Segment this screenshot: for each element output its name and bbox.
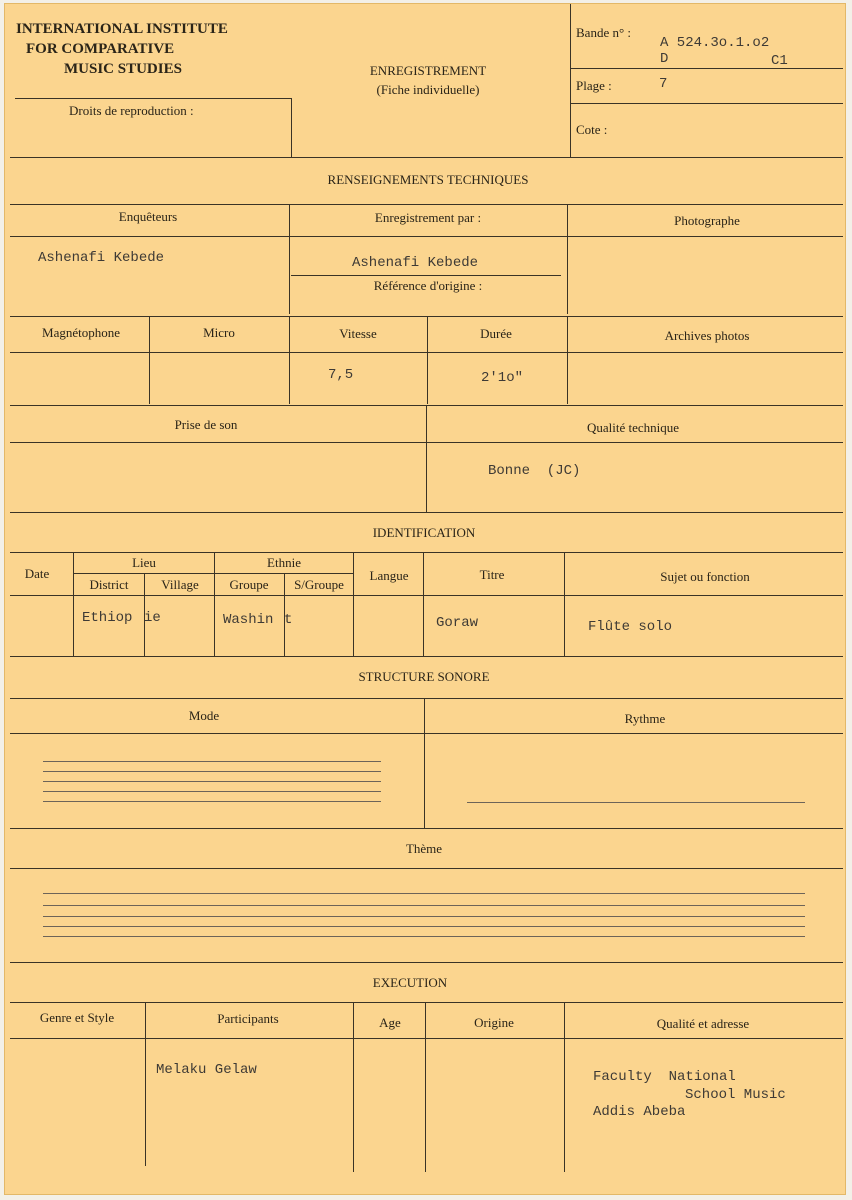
theme-label: Thème	[405, 841, 443, 856]
divider	[289, 316, 290, 404]
sujet-label: Sujet ou fonction	[660, 569, 750, 584]
divider	[10, 595, 843, 596]
divider	[149, 316, 150, 404]
section-heading-identification: IDENTIFICATION	[372, 525, 476, 540]
enqueteurs-value: Ashenafi Kebede	[38, 250, 165, 266]
page-title: ENREGISTREMENT	[369, 63, 487, 78]
plage-label: Plage :	[576, 78, 612, 93]
divider	[10, 698, 843, 699]
titre-label: Titre	[479, 567, 505, 582]
adresse-line-2: School Music	[685, 1087, 786, 1103]
mode-label: Mode	[188, 708, 220, 723]
sgroupe-value: t	[284, 612, 293, 628]
vitesse-value: 7,5	[328, 367, 354, 383]
groupe-label: Groupe	[229, 577, 269, 592]
district-label: District	[89, 577, 129, 592]
sgroupe-label: S/Groupe	[294, 577, 344, 592]
genre-style-label: Genre et Style	[39, 1010, 115, 1025]
writing-line	[43, 936, 805, 937]
magnetophone-label: Magnétophone	[42, 325, 120, 340]
divider	[567, 204, 568, 314]
qualite-technique-value: Bonne (JC)	[488, 463, 581, 479]
bande-value: A 524.3o.1.o2	[660, 35, 770, 51]
divider	[564, 1002, 565, 1172]
divider	[10, 868, 843, 869]
divider	[426, 405, 427, 512]
divider	[10, 828, 843, 829]
header-divider-vertical	[570, 4, 571, 157]
archives-photos-label: Archives photos	[664, 328, 750, 343]
adresse-line-1: Faculty National	[593, 1069, 736, 1085]
ethnie-label: Ethnie	[267, 555, 301, 570]
divider	[425, 1002, 426, 1172]
institute-name	[16, 19, 228, 79]
bande-label: Bande n° :	[576, 25, 632, 40]
divider	[145, 1002, 146, 1166]
divider	[10, 552, 843, 553]
district-value: Ethiop	[82, 610, 133, 626]
writing-line	[467, 802, 805, 803]
divider	[15, 98, 292, 99]
divider	[10, 512, 843, 513]
enregistrement-value: Ashenafi Kebede	[352, 255, 479, 271]
sujet-value: Flûte solo	[588, 619, 673, 635]
divider	[73, 552, 74, 656]
qualite-adresse-label: Qualité et adresse	[656, 1016, 750, 1031]
writing-line	[43, 893, 805, 894]
divider	[353, 1002, 354, 1172]
participants-value: Melaku Gelaw	[156, 1062, 257, 1078]
bande-value-d: D	[660, 51, 669, 67]
writing-line	[43, 926, 805, 927]
institute-line: FOR COMPARATIVE	[26, 41, 175, 57]
divider	[10, 236, 843, 237]
village-value: ie	[144, 610, 161, 626]
enqueteurs-label: Enquêteurs	[118, 209, 178, 224]
writing-line	[43, 781, 381, 782]
village-label: Village	[161, 577, 199, 592]
origine-label: Origine	[474, 1015, 514, 1030]
bande-value-c1: C1	[771, 53, 788, 69]
divider	[567, 316, 568, 404]
titre-value: Goraw	[436, 615, 479, 631]
institute-line: INTERNATIONAL INSTITUTE	[16, 21, 228, 37]
divider	[10, 204, 843, 205]
plage-value: 7	[659, 76, 668, 92]
groupe-value: Washin	[223, 612, 274, 628]
divider	[291, 98, 292, 157]
adresse-line-3: Addis Abeba	[593, 1104, 686, 1120]
divider	[423, 552, 424, 656]
photographe-label: Photographe	[674, 213, 740, 228]
divider	[10, 962, 843, 963]
writing-line	[43, 771, 381, 772]
divider	[10, 1002, 843, 1003]
cote-label: Cote :	[576, 122, 608, 137]
participants-label: Participants	[217, 1011, 279, 1026]
langue-label: Langue	[369, 568, 409, 583]
copyright-label: Droits de reproduction :	[69, 103, 194, 118]
divider	[73, 573, 353, 574]
duree-value: 2'1o"	[481, 370, 524, 386]
section-heading-structure: STRUCTURE SONORE	[358, 669, 490, 684]
writing-line	[43, 791, 381, 792]
divider	[289, 204, 290, 314]
divider	[10, 352, 843, 353]
vitesse-label: Vitesse	[339, 326, 377, 341]
divider	[570, 103, 843, 104]
writing-line	[43, 905, 805, 906]
page-subtitle: (Fiche individuelle)	[376, 82, 480, 97]
divider	[10, 656, 843, 657]
divider	[291, 275, 561, 276]
divider	[10, 157, 843, 158]
enregistrement-label: Enregistrement par :	[374, 210, 482, 225]
duree-label: Durée	[480, 326, 512, 341]
qualite-technique-label: Qualité technique	[586, 420, 680, 435]
divider	[10, 1038, 843, 1039]
divider	[10, 733, 843, 734]
divider	[424, 698, 425, 828]
divider	[427, 316, 428, 404]
rythme-label: Rythme	[624, 711, 666, 726]
reference-label: Référence d'origine :	[373, 278, 483, 293]
age-label: Age	[379, 1015, 401, 1030]
divider	[564, 552, 565, 656]
writing-line	[43, 916, 805, 917]
divider	[570, 68, 843, 69]
divider	[214, 552, 215, 656]
divider	[353, 552, 354, 656]
institute-line: MUSIC STUDIES	[64, 61, 182, 77]
prise-de-son-label: Prise de son	[174, 417, 238, 432]
writing-line	[43, 801, 381, 802]
writing-line	[43, 761, 381, 762]
lieu-label: Lieu	[132, 555, 156, 570]
micro-label: Micro	[203, 325, 235, 340]
section-heading-technical: RENSEIGNEMENTS TECHNIQUES	[327, 172, 529, 187]
divider	[10, 442, 843, 443]
section-heading-execution: EXECUTION	[372, 975, 448, 990]
date-label: Date	[24, 566, 50, 581]
recording-card	[4, 3, 846, 1195]
